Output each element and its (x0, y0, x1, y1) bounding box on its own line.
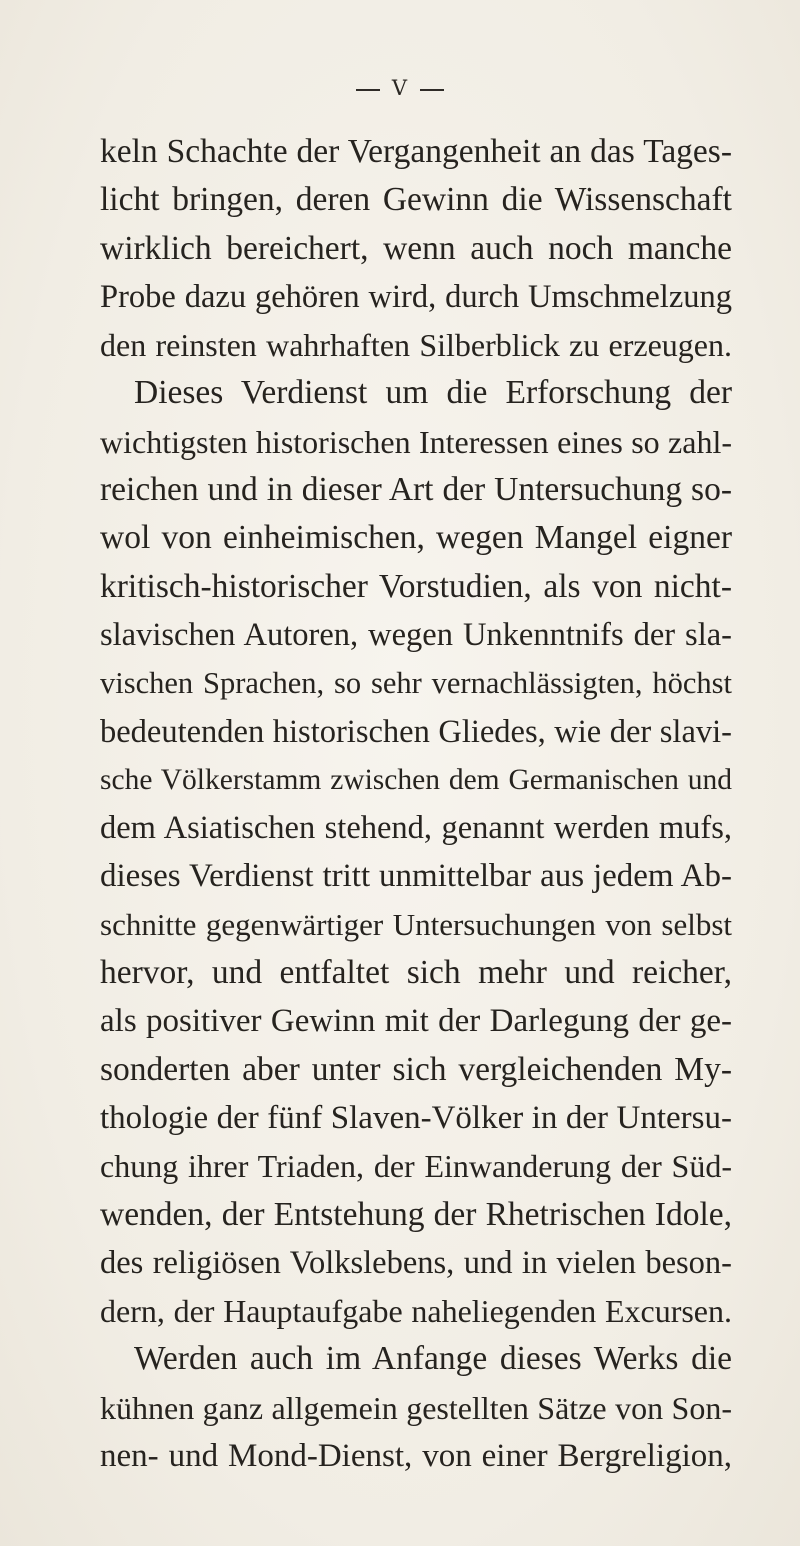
text-line: slavischen Autoren, wegen Unkenntnifs der sla- (100, 616, 732, 653)
text-line: vischen Sprachen, so sehr vernachlässigten, höchst (100, 666, 732, 701)
text-line: kritisch-historischer Vorstudien, als von nicht- (100, 567, 732, 605)
header-dash-right (420, 89, 444, 91)
page-header (0, 76, 800, 100)
text-line: thologie der fünf Slaven-Völker in der Untersu- (100, 1099, 732, 1136)
text-line: wol von einheimischen, wegen Mangel eigner (100, 519, 732, 557)
text-line: wirklich bereichert, wenn auch noch manche (100, 229, 732, 267)
text-line: keln Schachte der Vergangenheit an das Tages- (100, 133, 732, 170)
text-line: Werden auch im Anfange dieses Werks die (134, 1340, 732, 1378)
text-line: reichen und in dieser Art der Untersuchung so- (100, 471, 732, 509)
page-number: V (391, 76, 409, 100)
body-text (100, 128, 732, 1480)
text-line: Dieses Verdienst um die Erforschung der (134, 374, 732, 412)
text-line: wenden, der Entstehung der Rhetrischen Idole, (100, 1195, 732, 1233)
text-line: den reinsten wahrhaften Silberblick zu erzeugen. (100, 327, 732, 364)
header-dash-left (356, 89, 380, 91)
text-line: chung ihrer Triaden, der Einwanderung der Süd- (100, 1148, 732, 1185)
text-line: sonderten aber unter sich vergleichenden My- (100, 1050, 732, 1088)
text-line: kühnen ganz allgemein gestellten Sätze von Son- (100, 1389, 732, 1426)
text-line: hervor, und entfaltet sich mehr und reicher, (100, 954, 732, 992)
text-line: dem Asiatischen stehend, genannt werden mufs, (100, 810, 732, 847)
text-line: dieses Verdienst tritt unmittelbar aus jedem Ab- (100, 858, 732, 895)
text-line: sche Völkerstamm zwischen dem Germanischen und (100, 763, 732, 796)
text-line: dern, der Hauptaufgabe naheliegenden Excursen. (100, 1293, 732, 1330)
text-line: wichtigsten historischen Interessen eines so zahl- (100, 423, 732, 460)
text-line: Probe dazu gehören wird, durch Umschmelzung (100, 278, 732, 315)
text-line: nen- und Mond-Dienst, von einer Bergreligion, (100, 1438, 732, 1475)
text-line: des religiösen Volkslebens, und in vielen beson- (100, 1244, 732, 1281)
text-line: bedeutenden historischen Gliedes, wie der slavi- (100, 713, 732, 750)
text-line: schnitte gegenwärtiger Untersuchungen von selbst (100, 906, 732, 942)
text-line: als positiver Gewinn mit der Darlegung der ge- (100, 1003, 732, 1040)
text-line: licht bringen, deren Gewinn die Wissenschaft (100, 181, 732, 219)
